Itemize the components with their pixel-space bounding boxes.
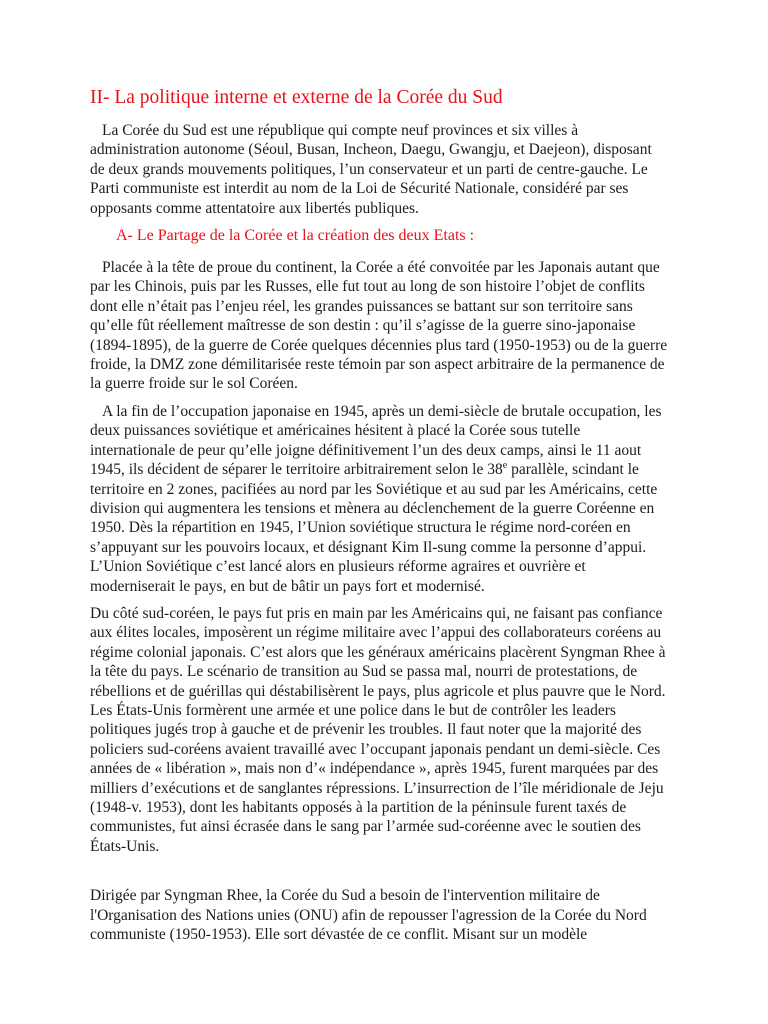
intro-paragraph: La Corée du Sud est une république qui compte neuf provinces et six villes à administration autonome (Séoul, Busan, Incheon, Daegu, Gwangju, et Daejeon), disposant de deux grands mouvements politiques, l’un conservateur et un parti de centre-gauche. Le Parti communiste est interdit au nom de la Loi de Sécurité Nationale, considéré par ses opposants comme attentatoire aux libertés publiques.: [90, 122, 652, 217]
paragraph-syngman-rhee: Dirigée par Syngman Rhee, la Corée du Sud a besoin de l'intervention militaire de l'Organisation des Nations unies (ONU) afin de repousser l'agression de la Corée du Nord communiste (1950-1953). Elle sort dévastée de ce conflit. Misant sur un modèle: [90, 887, 647, 944]
paragraph-geography: Placée à la tête de proue du continent, la Corée a été convoitée par les Japonais autant que par les Chinois, puis par les Russes, elle fut tout au long de son histoire l’objet de conflits dont elle n’était pas l’enjeu réel, les grandes puissances se battant sur son territoire sans qu’elle fût réellement maîtresse de son destin : qu’il s’agisse de la guerre sino-japonaise (1894-1895), de la guerre de Corée quelques décennies plus tard (1950-1953) ou de la guerre froide, la DMZ zone démilitarisée reste témoin par son aspect arbitraire de la permanence de la guerre froide sur le sol Coréen.: [90, 259, 668, 393]
paragraph-partition: [90, 402, 668, 596]
paragraph-partition-start: A la fin de l’occupation japonaise en 1945, après un demi-siècle de brutale occupation, les deux puissances soviétique et américaines hésitent à placé la Corée sous tutelle internationale de peur qu’elle joigne définitivement l’un des deux camps, ainsi le 11 aout 1945, ils décident de séparer le territoire arbitrairement selon le 38: [90, 402, 662, 479]
paragraph-south-korea: Du côté sud-coréen, le pays fut pris en main par les Américains qui, ne faisant pas confiance aux élites locales, imposèrent un régime militaire avec l’appui des collaborateurs coréens au régime colonial japonais. C’est alors que les généraux américains placèrent Syngman Rhee à la tête du pays. Le scénario de transition au Sud se passa mal, nourri de protestations, de rébellions et de guérillas qui déstabilisèrent le pays, plus agricole et plus pauvre que le Nord. Les États-Unis formèrent une armée et une police dans le but de contrôler les leaders politiques jugés trop à gauche et de prévenir les troubles. Il faut noter que la majorité des policiers sud-coréens avaient travaillé avec l’occupant japonais pendant un demi-siècle. Ces années de « libération », mais non d’« indépendance », après 1945, furent marquées par des milliers d’exécutions et de sanglantes répressions. L’insurrection de l’île méridionale de Jeju (1948-v. 1953), dont les habitants opposés à la partition de la péninsule furent taxés de communistes, fut ainsi écrasée dans le sang par l’armée sud-coréenne avec le soutien des États-Unis.: [90, 604, 666, 855]
paragraph-partition-end: parallèle, scindant le territoire en 2 zones, pacifiées au nord par les Soviétique et au sud par les Américains, cette division qui augmentera les tensions et mènera au déclenchement de la guerre Coréenne en 1950. Dès la répartition en 1945, l’Union soviétique structura le régime nord-coréen en s’appuyant sur les pouvoirs locaux, et désignant Kim Il-sung comme la personne d’appui. L’Union Soviétique c’est lancé alors en plusieurs réforme agraires et ouvrière et moderniserait le pays, en but de bâtir un pays fort et modernisé.: [90, 461, 658, 595]
subsection-heading: A- Le Partage de la Corée et la création des deux Etats :: [116, 227, 475, 245]
ordinal-superscript: e: [502, 459, 508, 471]
section-heading: II- La politique interne et externe de la Corée du Sud: [90, 87, 503, 108]
